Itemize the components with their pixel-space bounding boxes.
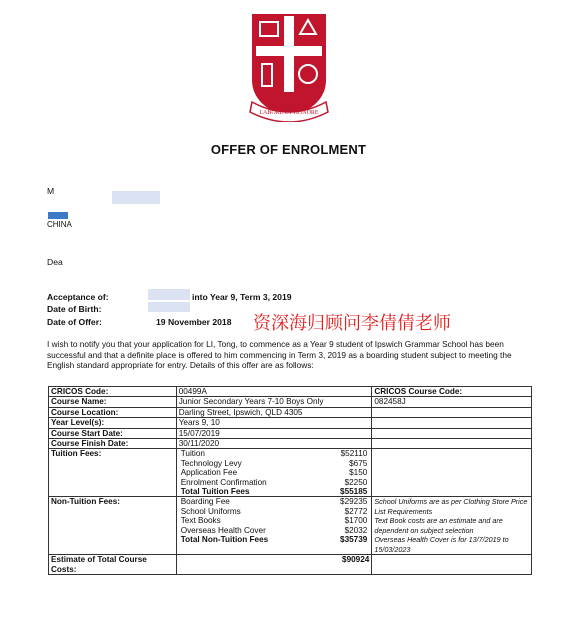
date-of-offer-label: Date of Offer: (47, 317, 102, 327)
table-row (49, 407, 532, 417)
offer-table (48, 386, 532, 575)
start-date-label: Course Start Date: (49, 428, 177, 438)
fee-item-name: Enrolment Confirmation (180, 477, 267, 487)
table-row (49, 555, 532, 575)
finish-date-value: 30/11/2020 (176, 439, 372, 449)
non-tuition-fees-label: Non-Tuition Fees: (49, 497, 177, 555)
non-tuition-fees-cell (176, 497, 372, 555)
redaction-block (112, 191, 160, 204)
table-row (49, 497, 532, 555)
address-country: CHINA (47, 220, 72, 229)
table-row (49, 418, 532, 428)
table-row (49, 439, 532, 449)
year-levels-label: Year Level(s): (49, 418, 177, 428)
fee-item-amount: $1700 (344, 516, 368, 526)
fee-item-name: Technology Levy (180, 458, 242, 468)
greeting: Dea (47, 257, 63, 267)
fee-item-name: School Uniforms (180, 506, 241, 516)
cricos-code-label: CRICOS Code: (49, 387, 177, 397)
school-crest-logo (248, 10, 330, 122)
estimate-value: $90924 (176, 555, 372, 575)
cricos-course-code-label: CRICOS Course Code: (372, 387, 532, 397)
table-row (49, 449, 532, 497)
course-name-label: Course Name: (49, 397, 177, 407)
watermark-text: 资深海归顾问李倩倩老师 (253, 313, 451, 334)
fee-item-name: Tuition (180, 449, 205, 459)
name-redaction (148, 289, 190, 300)
note-textbooks: Text Book costs are an estimate and are dependent on subject selection (374, 516, 503, 535)
document-title: OFFER OF ENROLMENT (210, 142, 367, 157)
course-location-label: Course Location: (49, 407, 177, 417)
tuition-total-amount: $55185 (340, 487, 368, 497)
table-row (49, 428, 532, 438)
course-location-value: Darling Street, Ipswich, QLD 4305 (176, 407, 372, 417)
empty-cell (372, 428, 532, 438)
fee-item-name: Application Fee (180, 468, 238, 478)
date-of-offer-value: 19 November 2018 (156, 317, 232, 327)
fee-item-amount: $2032 (344, 525, 368, 535)
crest-motto: LABORE ET HONORE (259, 110, 319, 116)
address-line-1: M (47, 186, 55, 196)
notes-cell (372, 497, 532, 555)
dob-redaction (148, 302, 190, 312)
dob-label: Date of Birth: (47, 304, 102, 314)
empty-cell (372, 418, 532, 428)
redaction-marker (48, 212, 68, 219)
acceptance-value: into Year 9, Term 3, 2019 (192, 292, 292, 302)
fee-item-amount: $29235 (340, 497, 368, 507)
empty-cell (372, 449, 532, 497)
finish-date-label: Course Finish Date: (49, 439, 177, 449)
fee-item-amount: $2250 (344, 477, 368, 487)
fee-item-name: Text Books (180, 516, 221, 526)
estimate-label: Estimate of Total Course Costs: (49, 555, 177, 575)
empty-cell (372, 439, 532, 449)
fee-item-amount: $2772 (344, 506, 368, 516)
table-row (49, 387, 532, 397)
empty-cell (372, 407, 532, 417)
letter-paragraph: I wish to notify you that your application for LI, Tong, to commence as a Year 9 student of Ipswich Grammar School has been successful and that a definite place is offered to him commencing in Term 3, 2019 as a boarding student subject to meeting the English standard appropriate for entry. Details of this offer are as follows: (47, 339, 512, 371)
fee-item-name: Overseas Health Cover (180, 525, 266, 535)
course-name-value: Junior Secondary Years 7-10 Boys Only (176, 397, 372, 407)
table-row (49, 397, 532, 407)
empty-cell (372, 555, 532, 575)
cricos-course-code-value: 082458J (372, 397, 532, 407)
fee-item-amount: $150 (349, 468, 368, 478)
fee-item-name: Boarding Fee (180, 497, 230, 507)
acceptance-label: Acceptance of: (47, 292, 109, 302)
note-health-cover: Overseas Health Cover is for 13/7/2019 to 15/03/2023 (374, 535, 509, 554)
non-tuition-total-amount: $35739 (340, 535, 368, 545)
year-levels-value: Years 9, 10 (176, 418, 372, 428)
tuition-fees-cell (176, 449, 372, 497)
non-tuition-total-name: Total Non-Tuition Fees (180, 535, 269, 545)
fee-item-amount: $675 (349, 458, 368, 468)
tuition-total-name: Total Tuition Fees (180, 487, 250, 497)
fee-item-amount: $52110 (340, 449, 368, 459)
cricos-code-value: 00499A (176, 387, 372, 397)
start-date-value: 15/07/2019 (176, 428, 372, 438)
tuition-fees-label: Tuition Fees: (49, 449, 177, 497)
note-uniforms: School Uniforms are as per Clothing Store Price List Requirements (374, 497, 528, 516)
